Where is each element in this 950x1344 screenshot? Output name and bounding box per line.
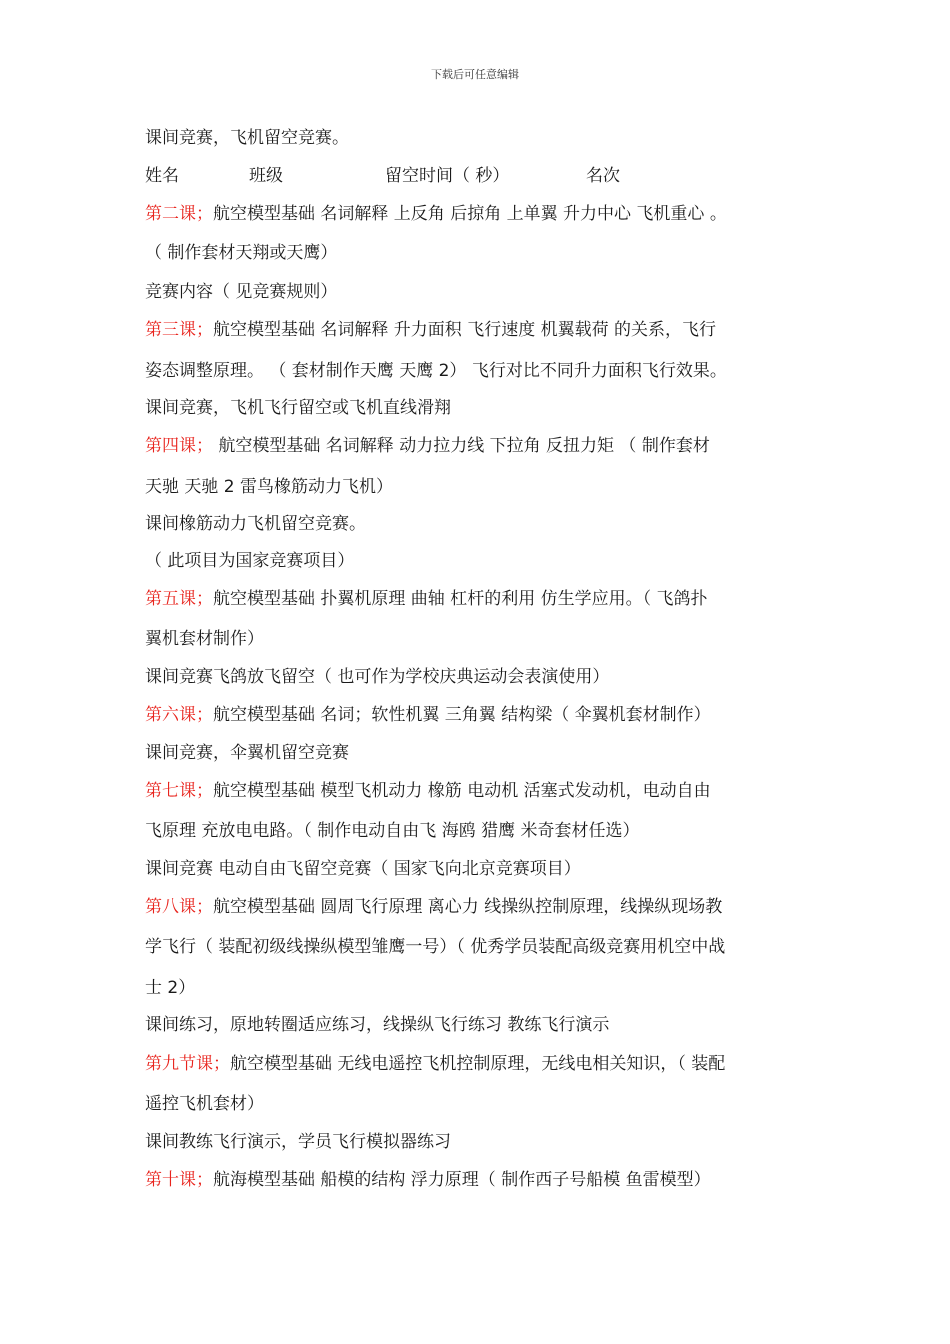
text-line [145, 435, 710, 457]
line-text: 航空模型基础 模型飞机动力 橡筋 电动机 活塞式发动机，电动自由 [213, 781, 711, 801]
line-text: 遥控飞机套材） [145, 1094, 264, 1114]
line-text: 课间竞赛，飞机飞行留空或飞机直线滑翔 [145, 398, 451, 418]
text-line [145, 203, 727, 225]
line-text: 天驰 天驰 2 雷鸟橡筋动力飞机） [145, 477, 394, 497]
text-line [145, 896, 722, 918]
line-text: 航空模型基础 圆周飞行原理 离心力 线操纵控制原理，线操纵现场教 [213, 897, 723, 917]
text-line [145, 1014, 609, 1036]
score-table-header [145, 165, 620, 187]
text-line [145, 977, 195, 999]
text-line [145, 127, 349, 149]
text-line [145, 666, 609, 688]
text-line [145, 1131, 451, 1153]
line-text: 航空模型基础 扑翼机原理 曲轴 杠杆的利用 仿生学应用。（ 飞鸽扑 [213, 589, 708, 609]
lesson-label: 第七课； [145, 781, 213, 801]
line-text: 飞原理 充放电电路。（ 制作电动自由飞 海鸥 猎鹰 米奇套材任选） [145, 821, 640, 841]
line-text: 士 2） [145, 978, 196, 998]
text-line [145, 242, 337, 264]
text-line [145, 550, 354, 572]
text-line [145, 588, 708, 610]
line-text: 竞赛内容（ 见竞赛规则） [145, 282, 338, 302]
text-line [145, 397, 451, 419]
line-text: （ 制作套材天翔或天鹰） [145, 243, 338, 263]
lesson-label: 第二课； [145, 204, 213, 224]
line-text: 课间竞赛，飞机留空竞赛。 [145, 128, 349, 148]
text-line [145, 1169, 711, 1191]
line-text: 课间练习，原地转圈适应练习，线操纵飞行练习 教练飞行演示 [145, 1015, 610, 1035]
col-time: 留空时间（ 秒） [385, 166, 510, 186]
line-text: 课间橡筋动力飞机留空竞赛。 [145, 514, 366, 534]
lesson-label: 第十课； [145, 1170, 213, 1190]
text-line [145, 1093, 264, 1115]
line-text: 课间竞赛 电动自由飞留空竞赛（ 国家飞向北京竞赛项目） [145, 859, 581, 879]
text-line [145, 704, 711, 726]
lesson-label: 第六课； [145, 705, 213, 725]
page-header-note: 下载后可任意编辑 [431, 68, 519, 81]
line-text: 航空模型基础 名词解释 升力面积 飞行速度 机翼载荷 的关系，飞行 [213, 320, 717, 340]
text-line [145, 628, 264, 650]
lesson-label: 第八课； [145, 897, 213, 917]
text-line [145, 820, 640, 842]
lesson-label: 第三课； [145, 320, 213, 340]
text-line [145, 936, 725, 958]
text-line [145, 319, 716, 341]
line-text: 姿态调整原理。 （ 套材制作天鹰 天鹰 2） 飞行对比不同升力面积飞行效果。 [145, 361, 727, 381]
col-rank: 名次 [586, 166, 620, 186]
line-text: 课间教练飞行演示，学员飞行模拟器练习 [145, 1132, 451, 1152]
line-text: 学飞行（ 装配初级线操纵模型雏鹰一号）（ 优秀学员装配高级竞赛用机空中战 [145, 937, 726, 957]
text-line [145, 513, 366, 535]
line-text: 翼机套材制作） [145, 629, 264, 649]
text-line [145, 281, 337, 303]
line-text: 航空模型基础 无线电遥控飞机控制原理，无线电相关知识，（ 装配 [230, 1054, 726, 1074]
text-line [145, 476, 393, 498]
line-text: 课间竞赛飞鸽放飞留空（ 也可作为学校庆典运动会表演使用） [145, 667, 610, 687]
text-line [145, 360, 727, 382]
text-line [145, 858, 581, 880]
line-text: （ 此项目为国家竞赛项目） [145, 551, 355, 571]
lesson-label: 第四课； [145, 436, 213, 456]
line-text: 航空模型基础 名词解释 上反角 后掠角 上单翼 升力中心 飞机重心 。 [213, 204, 727, 224]
col-class: 班级 [249, 166, 283, 186]
line-text: 课间竞赛，伞翼机留空竞赛 [145, 743, 349, 763]
col-name: 姓名 [145, 166, 179, 186]
line-text: 航空模型基础 名词解释 动力拉力线 下拉角 反扭力矩 （ 制作套材 [213, 436, 710, 456]
lesson-label: 第五课； [145, 589, 213, 609]
text-line [145, 742, 349, 764]
line-text: 航海模型基础 船模的结构 浮力原理（ 制作西子号船模 鱼雷模型） [213, 1170, 711, 1190]
lesson-label: 第九节课； [145, 1054, 230, 1074]
line-text: 航空模型基础 名词；软性机翼 三角翼 结构梁（ 伞翼机套材制作） [213, 705, 711, 725]
text-line [145, 780, 711, 802]
text-line [145, 1053, 725, 1075]
